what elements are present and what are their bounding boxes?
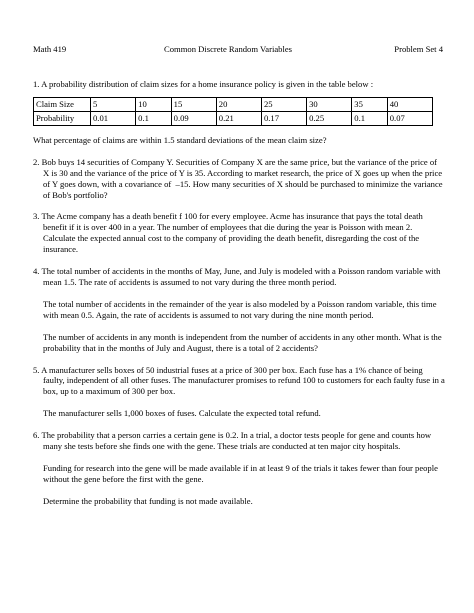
question-2: 2. Bob buys 14 securities of Company Y. Securities of Company X are the same price, but the variance of the price of X is 30 and the variance of the price of Y is 35. According to market research, the price of X goes up when the price of Y goes down, with a covariance of –15. How many securities of X should be purchased to minimize the variance of Bob's portfolio? <box>33 156 443 200</box>
page-header <box>0 44 474 56</box>
question-6-part-1: 6. The probability that a person carries a certain gene is 0.2. In a trial, a doctor tests people for gene and counts how many she tests before she finds one with the gene. These trials are conducted at ten major city hospitals. <box>33 430 432 452</box>
document-title: Common Discrete Random Variables <box>164 44 293 54</box>
course-label: Math 419 <box>33 44 67 54</box>
probability-cell: 0.25 <box>307 111 352 125</box>
probability-cell: 0.07 <box>387 111 432 125</box>
question-5-part-2: The manufacturer sells 1,000 boxes of fuses. Calculate the expected total refund. <box>43 408 321 419</box>
probability-cell: 0.09 <box>171 111 216 125</box>
question-3: 3. The Acme company has a death benefit f 100 for every employee. Acme has insurance that pays the total death benefit if it is over 400 in a year. The number of employees that die during the year is Poisson with mean 2. Calculate the expected annual cost to the company of providing the death benefit, disregarding the cost of the insurance. <box>33 211 423 255</box>
claim-size-cell: 25 <box>261 97 306 111</box>
question-6-part-2: Funding for research into the gene will be made available if in at least 9 of the trials it takes fewer than four people without the gene before the first with the gene. <box>43 462 438 484</box>
problem-set-label: Problem Set 4 <box>394 44 443 54</box>
question-1-intro: 1. A probability distribution of claim sizes for a home insurance policy is given in the table below : <box>33 79 374 89</box>
claim-distribution-table <box>33 97 433 126</box>
claim-size-cell: 15 <box>171 97 216 111</box>
question-4-part-1: 4. The total number of accidents in the months of May, June, and July is modeled with a Poisson random variable with mean 1.5. The rate of accidents is assumed to not vary during the three month period. <box>33 266 441 287</box>
claim-size-cell: 40 <box>387 97 432 111</box>
claim-size-row <box>34 97 433 111</box>
claim-size-cell: 35 <box>352 97 387 111</box>
problem-list <box>33 79 445 507</box>
claim-size-cell: 20 <box>216 97 261 111</box>
probability-cell: 0.1 <box>136 111 171 125</box>
claim-size-cell: 30 <box>307 97 352 111</box>
probability-cell: 0.1 <box>352 111 387 125</box>
question-1-text: What percentage of claims are within 1.5 standard deviations of the mean claim size? <box>33 134 327 145</box>
probability-cell: 0.21 <box>216 111 261 125</box>
probability-cell: 0.17 <box>261 111 306 125</box>
row-label-probability: Probability <box>34 111 91 125</box>
probability-cell: 0.01 <box>91 111 136 125</box>
question-5-part-1: 5. A manufacturer sells boxes of 50 industrial fuses at a price of 300 per box. Each fuse has a 1% chance of being faulty, independent of all other fuses. The manufacturer promises to refund 100 to customers for each faulty fuse in a box, up to a maximum of 300 per box. <box>33 364 445 397</box>
row-label-claim-size: Claim Size <box>34 97 91 111</box>
claim-size-cell: 10 <box>136 97 171 111</box>
question-6-part-3: Determine the probability that funding is not made available. <box>43 495 253 506</box>
question-4-part-2: The total number of accidents in the remainder of the year is also modeled by a Poisson random variable, this time with mean 0.5. Again, the rate of accidents is assumed to not vary during the nine month period. <box>43 298 437 320</box>
probability-row <box>34 111 433 125</box>
claim-size-cell: 5 <box>91 97 136 111</box>
question-4-part-3: The number of accidents in any month is independent from the number of accidents in any other month. What is the probability that in the months of July and August, there is a total of 2 accidents? <box>43 331 442 353</box>
